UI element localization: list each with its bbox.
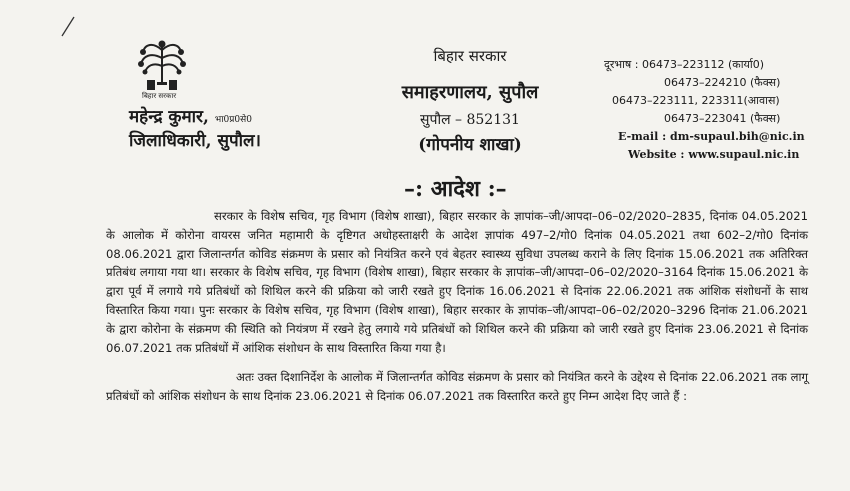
officer-name-line bbox=[129, 104, 252, 127]
paragraph-2: अतः उक्त दिशानिर्देश के आलोक में जिलान्तर्गत कोविड संक्रमण के प्रसार को नियंत्रित करने के उद्देश्य से दिनांक 22.06.2021 तक लागू प्रतिबंधों को आंशिक संशोधन के साथ दिनांक 23.06.2021 से दिनांक 06.07.2021 तक विस्तारित करते हुए निम्न आदेश दिए जाते हैं : bbox=[106, 370, 808, 404]
pin-line: सुपौल – 852131 bbox=[420, 112, 520, 128]
website-address: Website : www.supaul.nic.in bbox=[628, 148, 800, 161]
officer-title: जिलाधिकारी, सुपौल। bbox=[129, 131, 261, 151]
order-body bbox=[106, 207, 808, 406]
phone-fax-1: 06473–224210 (फैक्स) bbox=[664, 76, 781, 89]
section-name: (गोपनीय शाखा) bbox=[418, 135, 522, 155]
paragraph-1: सरकार के विशेष सचिव, गृह विभाग (विशेष शाखा), बिहार सरकार के ज्ञापांक–जी/आपदा–06–02/2020–2835, दिनांक 04.05.2021 के आलोक में कोरोना वायरस जनित महामारी के दृष्टिगत अधोहस्ताक्षरी के आदेश ज्ञापांक 497–2/गो0 दिनांक 04.05.2021 तथा 602–2/गो0 दिनांक 08.06.2021 द्वारा जिलान्तर्गत कोविड संक्रमण के प्रसार को नियंत्रित करने एवं बेहतर स्वास्थ्य सुविधा उपलब्ध कराने के लिए दिनांक 15.06.2021 तक अतिरिक्त प्रतिबंध लगाया गया था। सरकार के विशेष सचिव, गृह विभाग (विशेष शाखा), बिहार सरकार के ज्ञापांक–जी/आपदा–06–02/2020–3164 दिनांक 15.06.2021 के द्वारा पूर्व में लगाये गये प्रतिबंधों को शिथिल करने की प्रक्रिया को जारी रखते हुए दिनांक 16.06.2021 से दिनांक 22.06.2021 तक आंशिक संशोधनों के साथ विस्तारित किया गया। पुनः सरकार के विशेष सचिव, गृह विभाग (विशेष शाखा), बिहार सरकार के ज्ञापांक–जी/आपदा–06–02/2020–3296 दिनांक 21.06.2021 के द्वारा कोरोना के संक्रमण की स्थिति को नियंत्रण में रखने हेतु लगाये गये प्रतिबंधों को शिथिल करने की प्रक्रिया को जारी रखते हुए दिनांक 23.06.2021 से दिनांक 06.07.2021 तक प्रतिबंधों में आंशिक संशोधन के साथ विस्तारित किया गया है। bbox=[106, 209, 808, 355]
order-title: –: आदेश :– bbox=[404, 176, 507, 202]
emblem-label: बिहार सरकार bbox=[142, 92, 177, 100]
bihar-emblem-icon bbox=[133, 36, 191, 94]
office-name: समाहरणालय, सुपौल bbox=[401, 82, 539, 103]
contact-block bbox=[604, 56, 804, 164]
officer-degree: भा0प्र0से0 bbox=[214, 115, 252, 125]
phone-residence: 06473–223111, 223311(आवास) bbox=[612, 94, 780, 107]
phone-office: दूरभाष : 06473–223112 (कार्या0) bbox=[604, 58, 765, 71]
government-label: बिहार सरकार bbox=[433, 47, 507, 65]
email-address: E-mail : dm-supaul.bih@nic.in bbox=[618, 130, 805, 143]
pen-mark-icon bbox=[60, 16, 76, 38]
officer-name: महेन्द्र कुमार, bbox=[129, 107, 209, 127]
phone-fax-2: 06473–223041 (फैक्स) bbox=[664, 112, 781, 125]
